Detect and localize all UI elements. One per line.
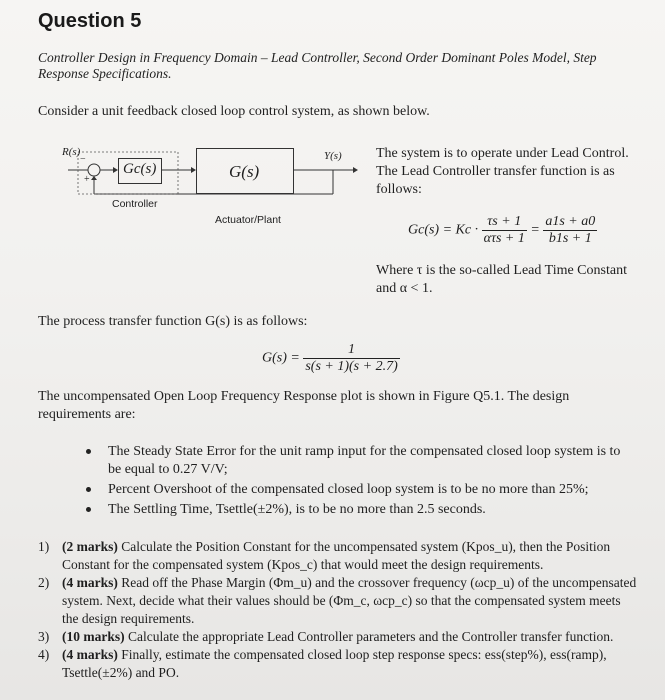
process-eq-fraction bbox=[303, 342, 399, 375]
process-eq-lhs: G(s) = bbox=[262, 350, 300, 366]
question-text: Read off the Phase Margin (Φm_u) and the crossover frequency (ωcp_u) of the uncompensated system. Next, decide what their values should be (Φm_c, ωcp_c) so that the compensated system meets the design requirements. bbox=[62, 575, 637, 626]
process-intro: The process transfer function G(s) is as follows: bbox=[38, 314, 308, 329]
question-marks: (4 marks) bbox=[62, 647, 118, 662]
question-item bbox=[38, 646, 638, 682]
question-subtitle: Controller Design in Frequency Domain – Lead Controller, Second Order Dominant Poles Model, Step Response Specifications. bbox=[38, 50, 597, 81]
minus-sign: − bbox=[80, 154, 86, 165]
intro-text: Consider a unit feedback closed loop control system, as shown below. bbox=[38, 104, 430, 119]
eq-lhs: Gc(s) = Kc · bbox=[408, 222, 479, 238]
requirement-item bbox=[76, 443, 636, 479]
bode-plot-text: The uncompensated Open Loop Frequency Response plot is shown in Figure Q5.1. The design requirements are: bbox=[38, 389, 570, 422]
lead-time-constant-note: Where τ is the so-called Lead Time Constant and α < 1. bbox=[376, 263, 627, 296]
eq-den-2: b1s + 1 bbox=[548, 231, 592, 246]
block-diagram bbox=[58, 146, 368, 236]
question-item bbox=[38, 628, 638, 646]
requirement-text: Percent Overshoot of the compensated closed loop system is to be no more than 25%; bbox=[108, 482, 589, 497]
controller-caption: Controller bbox=[112, 198, 158, 210]
eq-fraction-1 bbox=[482, 214, 527, 247]
controller-block bbox=[118, 158, 162, 184]
bullet-icon bbox=[86, 487, 91, 492]
question-title: Question 5 bbox=[38, 10, 142, 32]
question-marks: (2 marks) bbox=[62, 539, 118, 554]
eq-num-1: τs + 1 bbox=[482, 214, 527, 231]
lead-control-description: The system is to operate under Lead Control. The Lead Controller transfer function is as follows: bbox=[376, 146, 629, 197]
questions-list bbox=[38, 538, 638, 682]
eq-equals: = bbox=[530, 222, 540, 238]
plant-block bbox=[196, 148, 294, 194]
question-item bbox=[38, 538, 638, 574]
process-equation bbox=[262, 342, 400, 375]
eq-fraction-2 bbox=[543, 214, 597, 247]
requirement-text: The Steady State Error for the unit ramp input for the compensated closed loop system is to be equal to 0.27 V/V; bbox=[108, 444, 621, 477]
question-text: Finally, estimate the compensated closed loop step response specs: ess(step%), ess(ramp), Tsettle(±2%) and PO. bbox=[62, 647, 607, 680]
question-number: 2) bbox=[38, 575, 50, 590]
bullet-icon bbox=[86, 449, 91, 454]
output-label: Y(s) bbox=[324, 150, 342, 162]
requirement-item bbox=[76, 481, 636, 499]
question-number: 4) bbox=[38, 647, 50, 662]
process-eq-den: s(s + 1)(s + 2.7) bbox=[305, 359, 398, 374]
question-text: Calculate the appropriate Lead Controller parameters and the Controller transfer function. bbox=[128, 629, 614, 644]
plant-caption: Actuator/Plant bbox=[215, 214, 281, 226]
requirement-item bbox=[76, 501, 636, 519]
question-item bbox=[38, 574, 638, 628]
lead-controller-equation bbox=[408, 214, 597, 247]
requirements-list bbox=[76, 443, 636, 521]
plant-block-label: G(s) bbox=[229, 162, 260, 181]
question-marks: (10 marks) bbox=[62, 629, 125, 644]
question-marks: (4 marks) bbox=[62, 575, 118, 590]
process-eq-num: 1 bbox=[303, 342, 399, 359]
requirement-text: The Settling Time, Tsettle(±2%), is to be no more than 2.5 seconds. bbox=[108, 502, 486, 517]
input-label: R(s) bbox=[62, 146, 81, 158]
bullet-icon bbox=[86, 507, 91, 512]
plus-sign: + bbox=[84, 174, 90, 185]
question-text: Calculate the Position Constant for the uncompensated system (Kpos_u), then the Position Constant for the compensated system (Kpos_c) that would meet the design requirements. bbox=[62, 539, 611, 572]
question-number: 3) bbox=[38, 629, 50, 644]
eq-den-1: ατs + 1 bbox=[483, 231, 525, 246]
question-number: 1) bbox=[38, 539, 50, 554]
controller-block-label: Gc(s) bbox=[123, 161, 157, 177]
eq-num-2: a1s + a0 bbox=[545, 214, 596, 229]
